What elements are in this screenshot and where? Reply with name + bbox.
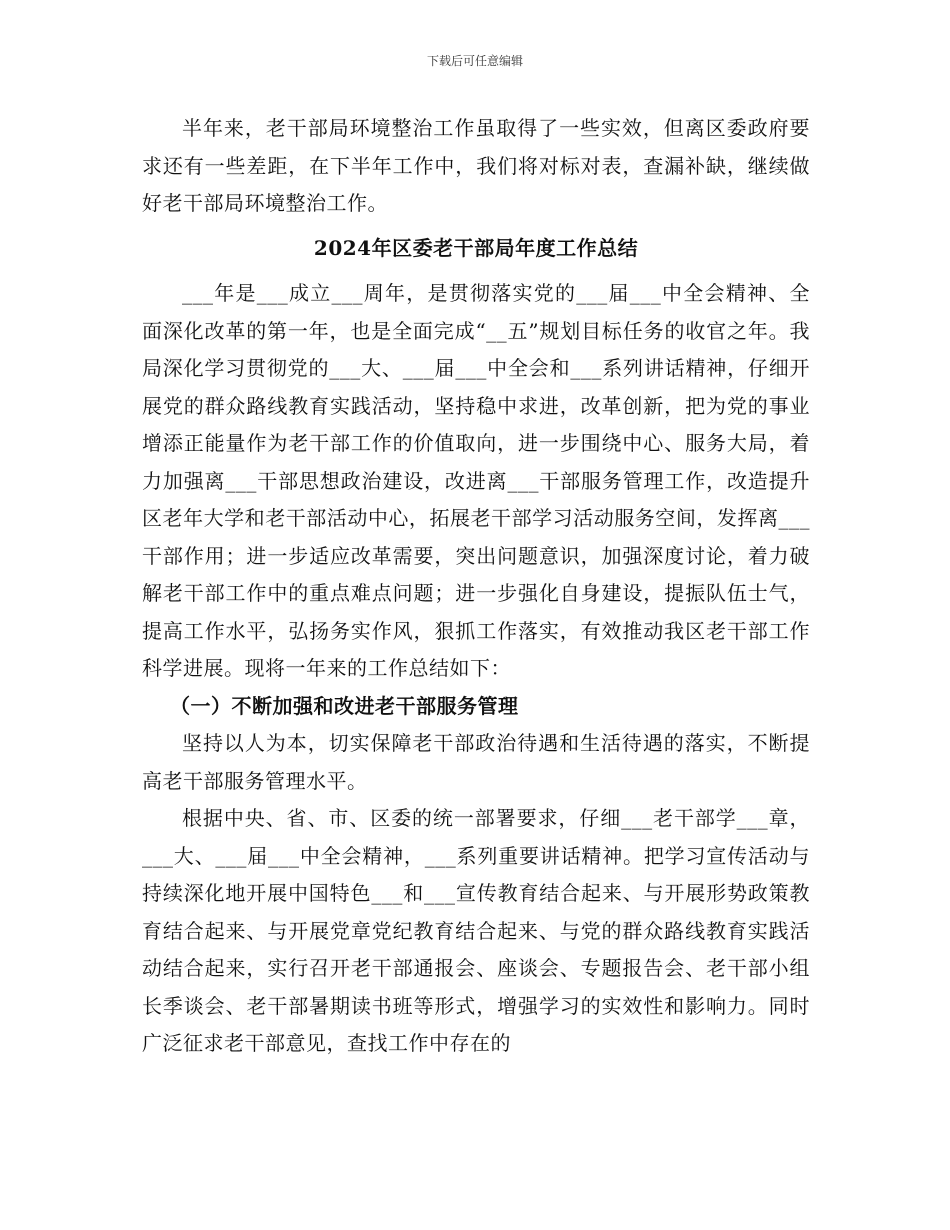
document-title: 2024年区委老干部局年度工作总结 — [313, 235, 639, 260]
page-header: 下载后可任意编辑 — [426, 54, 523, 68]
intro-paragraph: 半年来，老干部局环境整治工作虽取得了一些实效，但离区委政府要求还有一些差距，在下半年工作中，我们将对标对表，查漏补缺，继续做好老干部局环境整治工作。 — [142, 116, 810, 215]
document-body — [142, 110, 810, 1063]
body-paragraph-3: 根据中央、省、市、区委的统一部署要求，仔细___老干部学___章，___大、___届___中全会精神，___系列重要讲话精神。把学习宣传活动与持续深化地开展中国特色___和___宣传教育结合起来、与开展形势政策教育结合起来、与开展党章党纪教育结合起来、与党的群众路线教育实践活动结合起来，实行召开老干部通报会、座谈会、专题报告会、老干部小组长季谈会、老干部暑期读书班等形式，增强学习的实效性和影响力。同时广泛征求老干部意见，查找工作中存在的 — [142, 806, 810, 1055]
body-paragraph-1: ___年是___成立___周年，是贯彻落实党的___届___中全会精神、全面深化改革的第一年，也是全面完成“__五”规划目标任务的收官之年。我局深化学习贯彻党的___大、___届___中全会和___系列讲话精神，仔细开展党的群众路线教育实践活动，坚持稳中求进，改革创新，把为党的事业增添正能量作为老干部工作的价值取向，进一步围绕中心、服务大局，着力加强离___干部思想政治建设，改进离___干部服务管理工作，改造提升区老年大学和老干部活动中心，拓展老干部学习活动服务空间，发挥离___干部作用；进一步适应改革需要，突出问题意识，加强深度讨论，着力破解老干部工作中的重点难点问题；进一步强化自身建设，提振队伍士气，提高工作水平，弘扬务实作风，狠抓工作落实，有效推动我区老干部工作科学进展。现将一年来的工作总结如下： — [142, 281, 810, 680]
section-heading-1: （一）不断加强和改进老干部服务管理 — [170, 693, 519, 718]
body-paragraph-2: 坚持以人为本，切实保障老干部政治待遇和生活待遇的落实，不断提高老干部服务管理水平。 — [142, 731, 810, 793]
